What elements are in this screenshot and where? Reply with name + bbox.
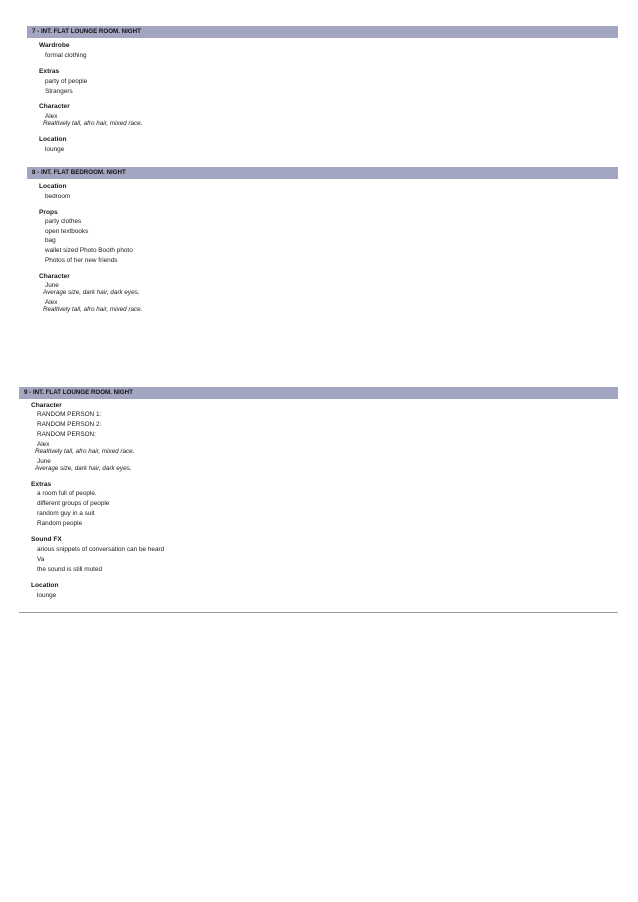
props-item: Photos of her new friends xyxy=(45,257,118,264)
character-description: Realtively tall, afro hair, mixed race. xyxy=(43,306,143,313)
character-name: Alex xyxy=(45,113,58,120)
character-description: Average size, dark hair, dark eyes, xyxy=(43,289,140,296)
location-item: lounge xyxy=(37,592,57,599)
scene-heading: 9 - INT. FLAT LOUNGE ROOM. NIGHT xyxy=(19,387,618,399)
character-description: Average size, dark hair, dark eyes, xyxy=(35,465,132,472)
character-header: Character xyxy=(39,103,70,110)
character-name: Alex xyxy=(45,299,58,306)
character-header: Character xyxy=(31,402,62,409)
sound-fx-header: Sound FX xyxy=(31,536,62,543)
props-item: party clothes xyxy=(45,218,82,225)
location-item: bedroom xyxy=(45,193,71,200)
extras-item: different groups of people xyxy=(37,500,110,507)
props-item: bag xyxy=(45,237,56,244)
character-item: RANDOM PERSON 1: xyxy=(37,411,102,418)
location-header: Location xyxy=(39,136,67,143)
character-description: Realtively tall, afro hair, mixed race. xyxy=(35,448,135,455)
props-header: Props xyxy=(39,209,58,216)
divider xyxy=(19,612,618,613)
location-item: lounge xyxy=(45,146,65,153)
location-header: Location xyxy=(31,582,59,589)
scene-heading: 8 - INT. FLAT BEDROOM. NIGHT xyxy=(27,167,618,179)
character-item: RANDOM PERSON 2: xyxy=(37,421,102,428)
extras-item: Random people xyxy=(37,520,83,527)
extras-header: Extras xyxy=(39,68,60,75)
wardrobe-header: Wardrobe xyxy=(39,42,70,49)
character-header: Character xyxy=(39,273,70,280)
character-name: June xyxy=(37,458,51,465)
extras-item: a room full of people. xyxy=(37,490,97,497)
sound-fx-item: arious snippets of conversation can be heard xyxy=(37,546,165,553)
extras-header: Extras xyxy=(31,481,52,488)
character-item: RANDOM PERSON: xyxy=(37,431,96,438)
character-name: June xyxy=(45,282,59,289)
sound-fx-item: the sound is still muted xyxy=(37,566,103,573)
wardrobe-item: formal clothing xyxy=(45,52,87,59)
location-header: Location xyxy=(39,183,67,190)
extras-item: Strangers xyxy=(45,88,73,95)
extras-item: random guy in a suit xyxy=(37,510,95,517)
scene-8 xyxy=(27,167,618,179)
scene-9 xyxy=(19,387,618,399)
props-item: wallet sized Photo Booth photo xyxy=(45,247,133,254)
character-description: Realtively tall, afro hair, mixed race. xyxy=(43,120,143,127)
props-item: open textbooks xyxy=(45,228,89,235)
extras-item: party of people xyxy=(45,78,88,85)
character-name: Alex xyxy=(37,441,50,448)
sound-fx-item: Va xyxy=(37,556,45,563)
scene-heading: 7 - INT. FLAT LOUNGE ROOM. NIGHT xyxy=(27,26,618,38)
scene-7 xyxy=(27,26,618,38)
